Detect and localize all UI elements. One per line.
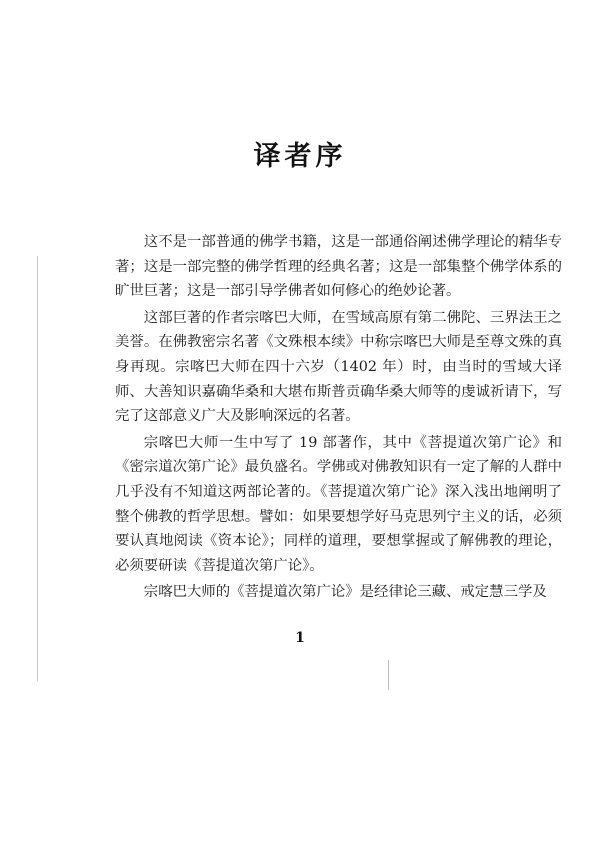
paragraph: 宗喀巴大师一生中写了 19 部著作，其中《菩提道次第广论》和《密宗道次第广论》最负盛名。学佛或对佛教知识有一定了解的人群中几乎没有不知道这两部论著的。《菩提道次第广论》深入浅出地阐明了整个佛教的哲学思想。譬如：如果要想学好马克思列宁主义的话，必须要认真地阅读《资本论》；同样的道理，要想掌握或了解佛教的理论，必须要研读《菩提道次第广论》。	[115, 434, 562, 574]
page-title: 译者序	[253, 141, 347, 172]
body-text	[115, 230, 562, 607]
scan-artifact-line	[388, 660, 389, 690]
paragraph: 这不是一部普通的佛学书籍，这是一部通俗阐述佛学理论的精华专著；这是一部完整的佛学哲理的经典名著；这是一部集整个佛学体系的旷世巨著；这是一部引导学佛者如何修心的绝妙论著。	[115, 234, 562, 300]
paragraph: 宗喀巴大师的《菩提道次第广论》是经律论三藏、戒定慧三学及	[143, 584, 547, 601]
page-number: 1	[295, 630, 305, 646]
scan-artifact-line	[37, 256, 38, 681]
paragraph: 这部巨著的作者宗喀巴大师，在雪域高原有第二佛陀、三界法王之美誉。在佛教密宗名著《文殊根本续》中称宗喀巴大师是至尊文殊的真身再现。宗喀巴大师在四十六岁（1402 年）时，由当时的雪域大译师、大善知识嘉确华桑和大堪布斯普贡确华桑大师等的虔诚祈请下，写完了这部意义广大及影响深远的名著。	[115, 309, 562, 425]
